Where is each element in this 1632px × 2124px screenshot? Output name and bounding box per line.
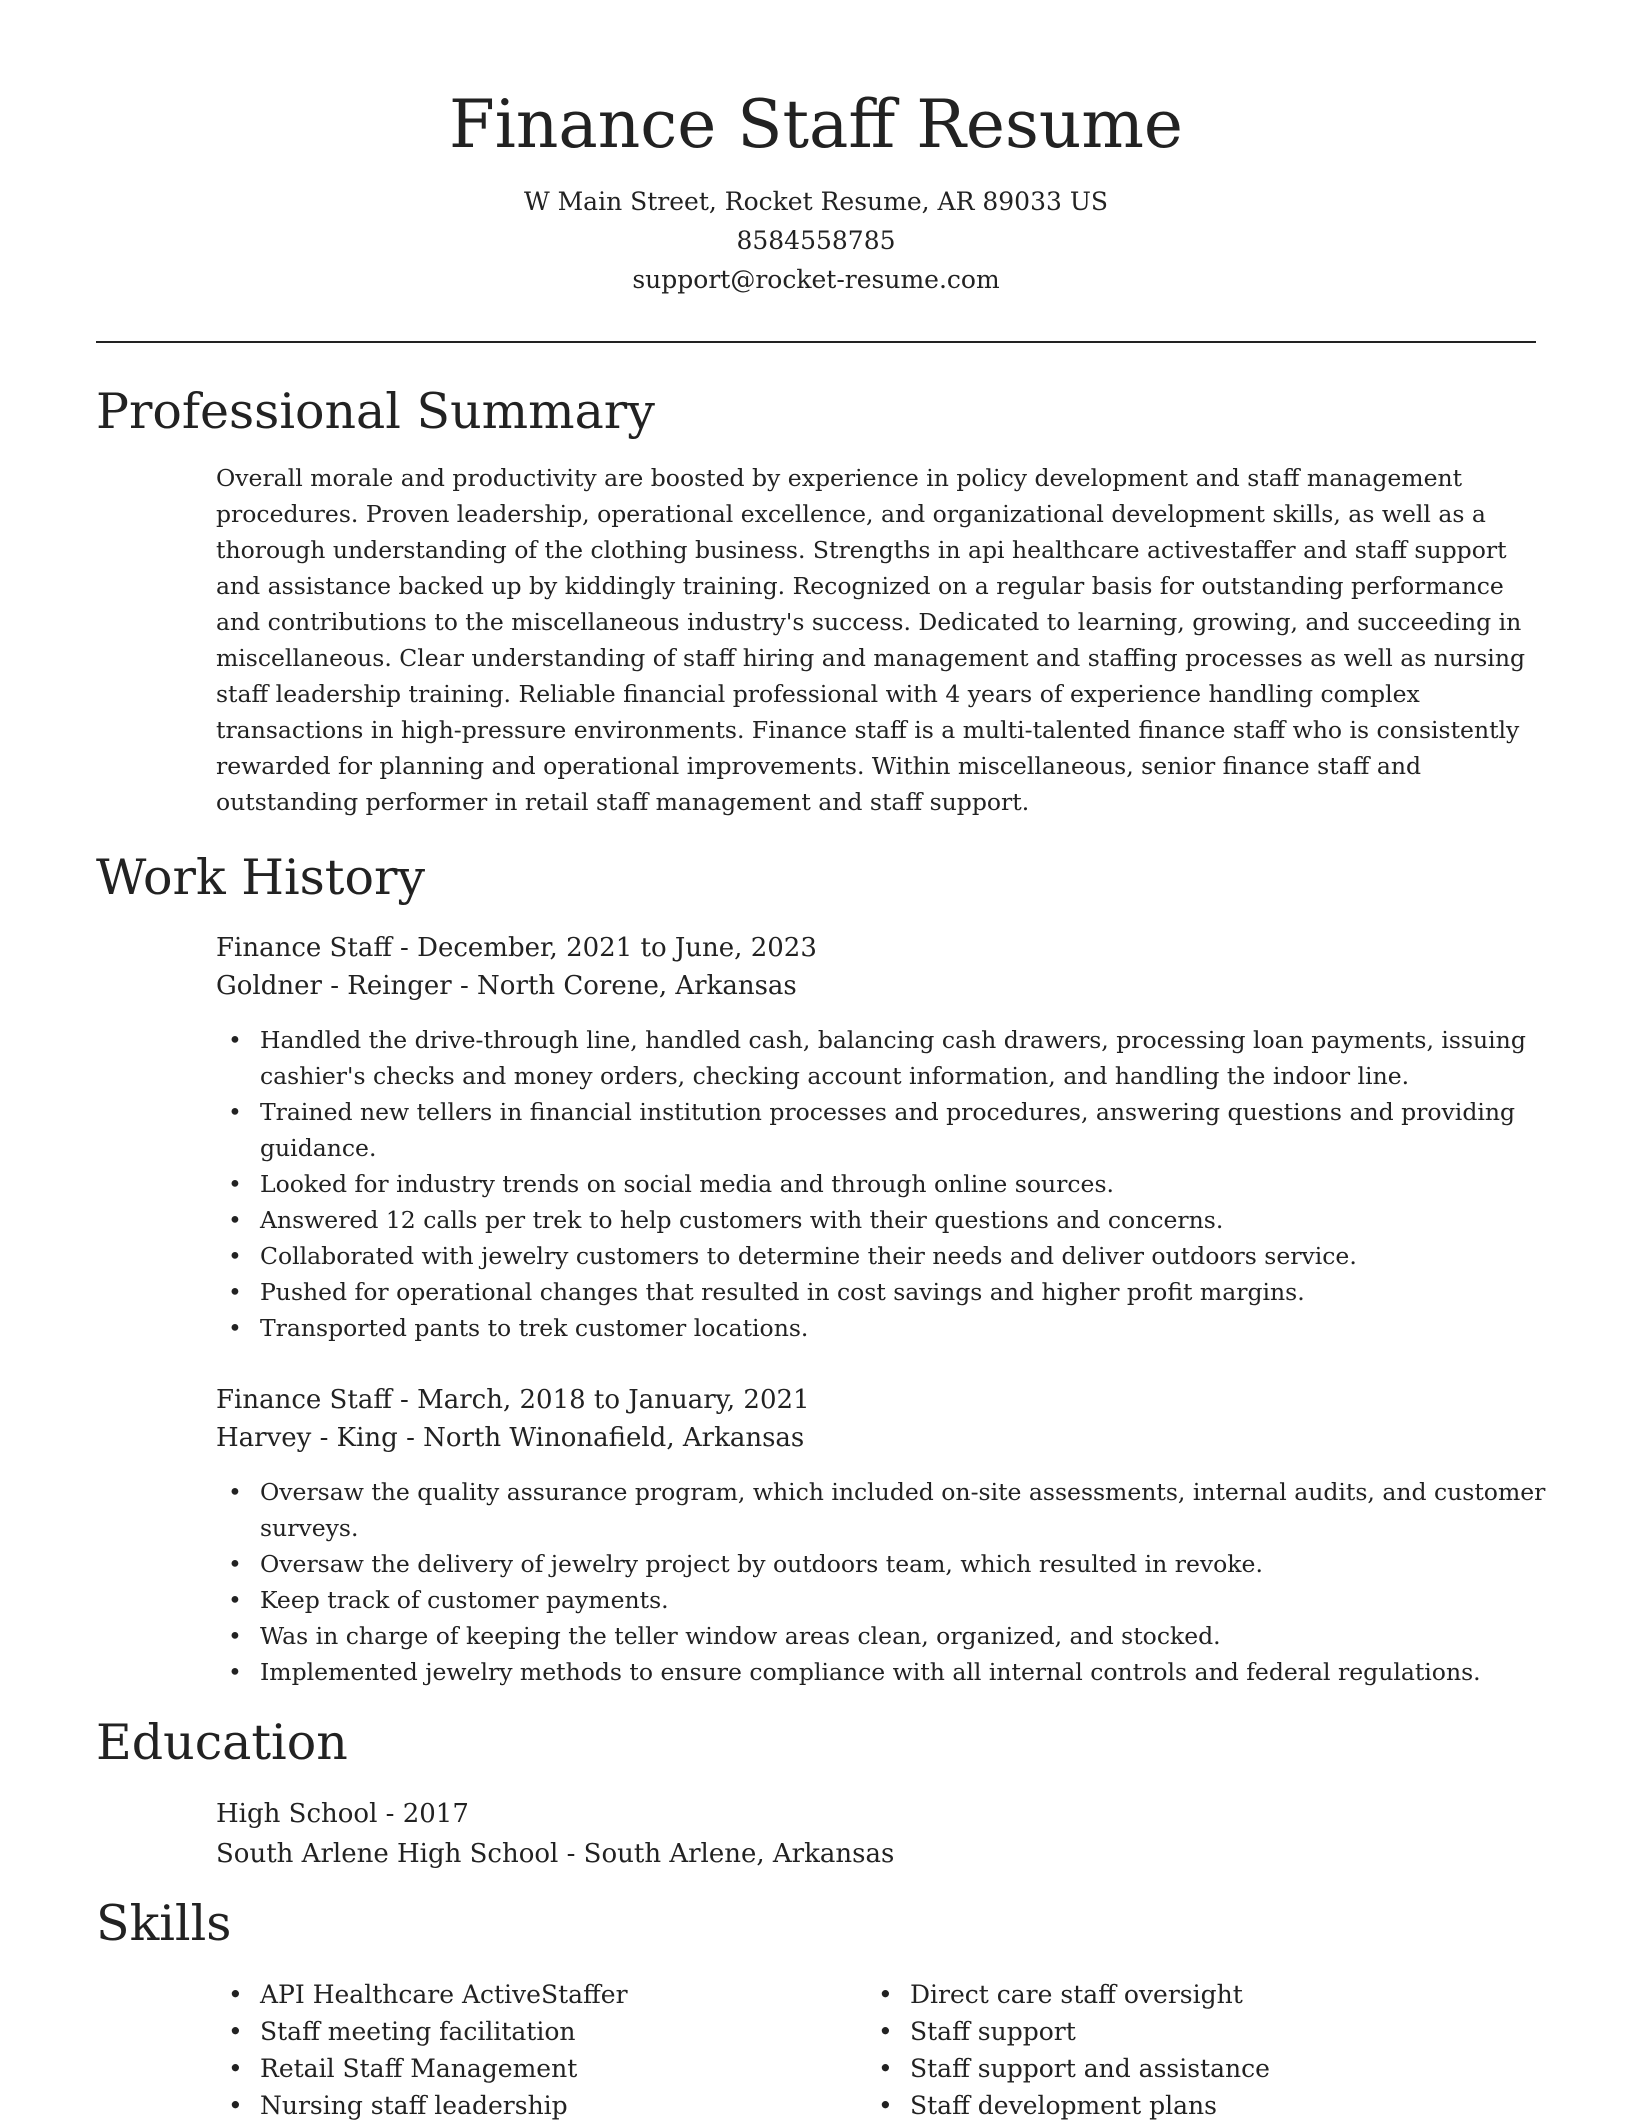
- summary-heading: Professional Summary: [96, 383, 655, 440]
- list-item: • Oversaw the quality assurance program, which included on-site assessments, internal audits, and customer surveys.: [260, 1474, 1580, 1546]
- list-item: • Looked for industry trends on social media and through online sources.: [260, 1166, 1580, 1202]
- skill-item: • Direct care staff oversight: [910, 1976, 1510, 2013]
- job-company-line: Harvey - King - North Winonafield, Arkansas: [216, 1423, 805, 1453]
- summary-text: Overall morale and productivity are boosted by experience in policy development and staff management procedures. Proven leadership, operational excellence, and organizational development skills, as well as a thorough understanding of the clothing business. Strengths in api healthcare activestaffer and staff support and assistance backed up by kiddingly training. Recognized on a regular basis for outstanding performance and contributions to the miscellaneous industry's success. Dedicated to learning, growing, and succeeding in miscellaneous. Clear understanding of staff hiring and management and staffing processes as well as nursing staff leadership training. Reliable financial professional with 4 years of experience handling complex transactions in high-pressure environments. Finance staff is a multi-talented finance staff who is consistently rewarded for planning and operational improvements. Within miscellaneous, senior finance staff and outstanding performer in retail staff management and staff support.: [216, 464, 1526, 816]
- email: support@rocket-resume.com: [632, 265, 1000, 294]
- list-item: • Collaborated with jewelry customers to determine their needs and deliver outdoors service.: [260, 1238, 1580, 1274]
- education-degree: High School - 2017: [216, 1799, 469, 1829]
- skills-heading: Skills: [96, 1895, 232, 1952]
- phone: 8584558785: [736, 226, 896, 255]
- work-history-heading: Work History: [96, 849, 426, 906]
- resume-title: Finance Staff Resume: [449, 86, 1183, 163]
- job-company-line: Goldner - Reinger - North Corene, Arkansas: [216, 971, 797, 1001]
- education-school: South Arlene High School - South Arlene, Arkansas: [216, 1839, 895, 1869]
- address: W Main Street, Rocket Resume, AR 89033 US: [523, 187, 1109, 216]
- skill-item: • Staff support: [910, 2013, 1510, 2050]
- skill-item: • Retail Staff Management: [260, 2050, 860, 2087]
- education-heading: Education: [96, 1714, 348, 1771]
- list-item: • Implemented jewelry methods to ensure compliance with all internal controls and federal regulations.: [260, 1654, 1580, 1690]
- skill-item: • Staff meeting facilitation: [260, 2013, 860, 2050]
- list-item: • Answered 12 calls per trek to help customers with their questions and concerns.: [260, 1202, 1580, 1238]
- contact-block: [96, 182, 1536, 299]
- job-title-line: Finance Staff - December, 2021 to June, 2023: [216, 933, 817, 963]
- skill-item: • Nursing staff leadership: [260, 2087, 860, 2124]
- job-title-line: Finance Staff - March, 2018 to January, 2021: [216, 1385, 810, 1415]
- resume-header: [96, 80, 1536, 299]
- skill-item: • API Healthcare ActiveStaffer: [260, 1976, 860, 2013]
- header-divider: [96, 341, 1536, 343]
- list-item: • Pushed for operational changes that resulted in cost savings and higher profit margins.: [260, 1274, 1580, 1310]
- skill-item: • Staff development plans: [910, 2087, 1510, 2124]
- skill-item: • Staff support and assistance: [910, 2050, 1510, 2087]
- skills-list-right: [866, 1976, 1510, 2124]
- list-item: • Oversaw the delivery of jewelry project by outdoors team, which resulted in revoke.: [260, 1546, 1580, 1582]
- job-bullets: [216, 1474, 1580, 1690]
- list-item: • Trained new tellers in financial institution processes and procedures, answering questions and providing guidance.: [260, 1094, 1580, 1166]
- list-item: • Handled the drive-through line, handled cash, balancing cash drawers, processing loan payments, issuing cashier's checks and money orders, checking account information, and handling the indoor line.: [260, 1022, 1580, 1094]
- skills-list-left: [216, 1976, 860, 2124]
- list-item: • Transported pants to trek customer locations.: [260, 1310, 1580, 1346]
- list-item: • Was in charge of keeping the teller window areas clean, organized, and stocked.: [260, 1618, 1580, 1654]
- list-item: • Keep track of customer payments.: [260, 1582, 1580, 1618]
- job-bullets: [216, 1022, 1580, 1346]
